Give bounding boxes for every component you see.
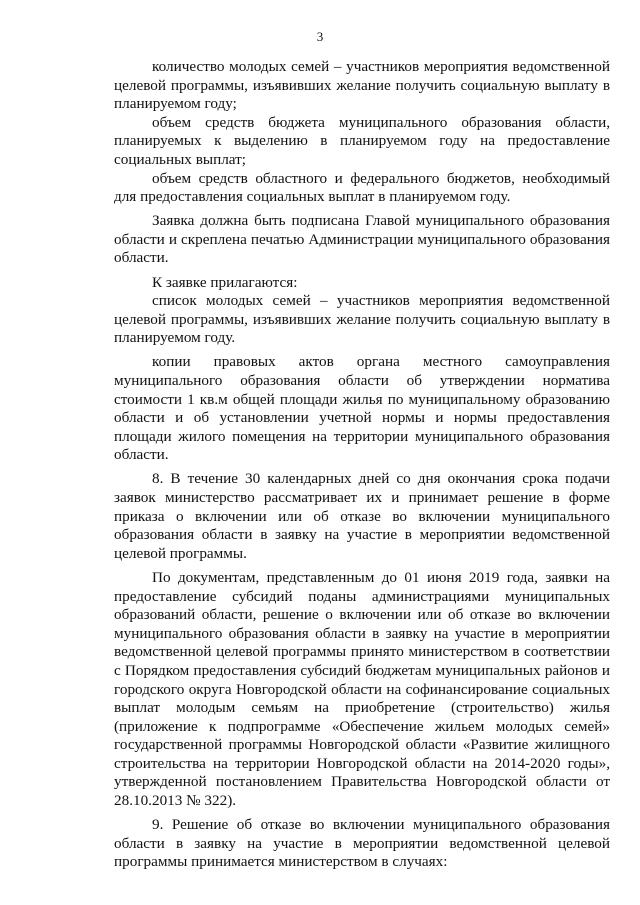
document-body [114,58,610,872]
paragraph-attachments-heading: К заявке прилагаются: [152,273,298,291]
paragraph-item-9: 9. Решение об отказе во включении муниципального образования области в заявку на участие в мероприятии ведомственной целевой программы принимается министерством в случаях: [114,816,610,871]
paragraph-legal-acts-copies: копии правовых актов органа местного самоуправления муниципального образования области об утверждении норматива стоимости 1 кв.м общей площади жилья по муниципальному образованию области и об установлении учетной нормы и нормы предоставления площади жилого помещения на территории муниципального образования области. [114,353,610,464]
paragraph-regional-federal-budget-volume: объем средств областного и федерального бюджетов, необходимый для предоставления социальных выплат в планируемом году. [114,169,610,206]
paragraph-municipal-budget-volume: объем средств бюджета муниципального образования области, планируемых к выделению в планируемом году на предоставление социальных выплат; [114,113,610,168]
paragraph-documents-2019: По документам, представленным до 01 июня 2019 года, заявки на предоставление субсидий поданы администрациями муниципальных образований области, решение о включении или об отказе во включении муниципального образования области в заявку на участие в мероприятии ведомственной целевой программы принято министерством в соответствии с Порядком предоставления субсидий бюджетам муниципальных районов и городского округа Новгородской области на софинансирование социальных выплат молодым семьям на приобретение (строительство) жилья (приложение к подпрограмме «Обеспечение жильем молодых семей» государственной программы Новгородской области «Развитие жилищного строительства на территории Новгородской области на 2014-2020 годы», утвержденной постановлением Правительства Новгородской области от 28.10.2013 № 322). [114,568,610,810]
paragraph-item-8: 8. В течение 30 календарных дней со дня окончания срока подачи заявок министерство рассматривает их и принимает решение в форме приказа о включении или об отказе во включении муниципального образования области в заявку на участие в мероприятии ведомственной целевой программы. [114,470,610,562]
page-number: 3 [316,29,324,44]
paragraph-application-signature: Заявка должна быть подписана Главой муниципального образования области и скреплена печатью Администрации муниципального образования области. [114,212,610,267]
paragraph-families-list: список молодых семей – участников мероприятия ведомственной целевой программы, изъявивших желание получить социальную выплату в планируемом году. [114,292,610,347]
paragraph-young-families-count: количество молодых семей – участников мероприятия ведомственной целевой программы, изъявивших желание получить социальную выплату в планируемом году; [114,58,610,113]
